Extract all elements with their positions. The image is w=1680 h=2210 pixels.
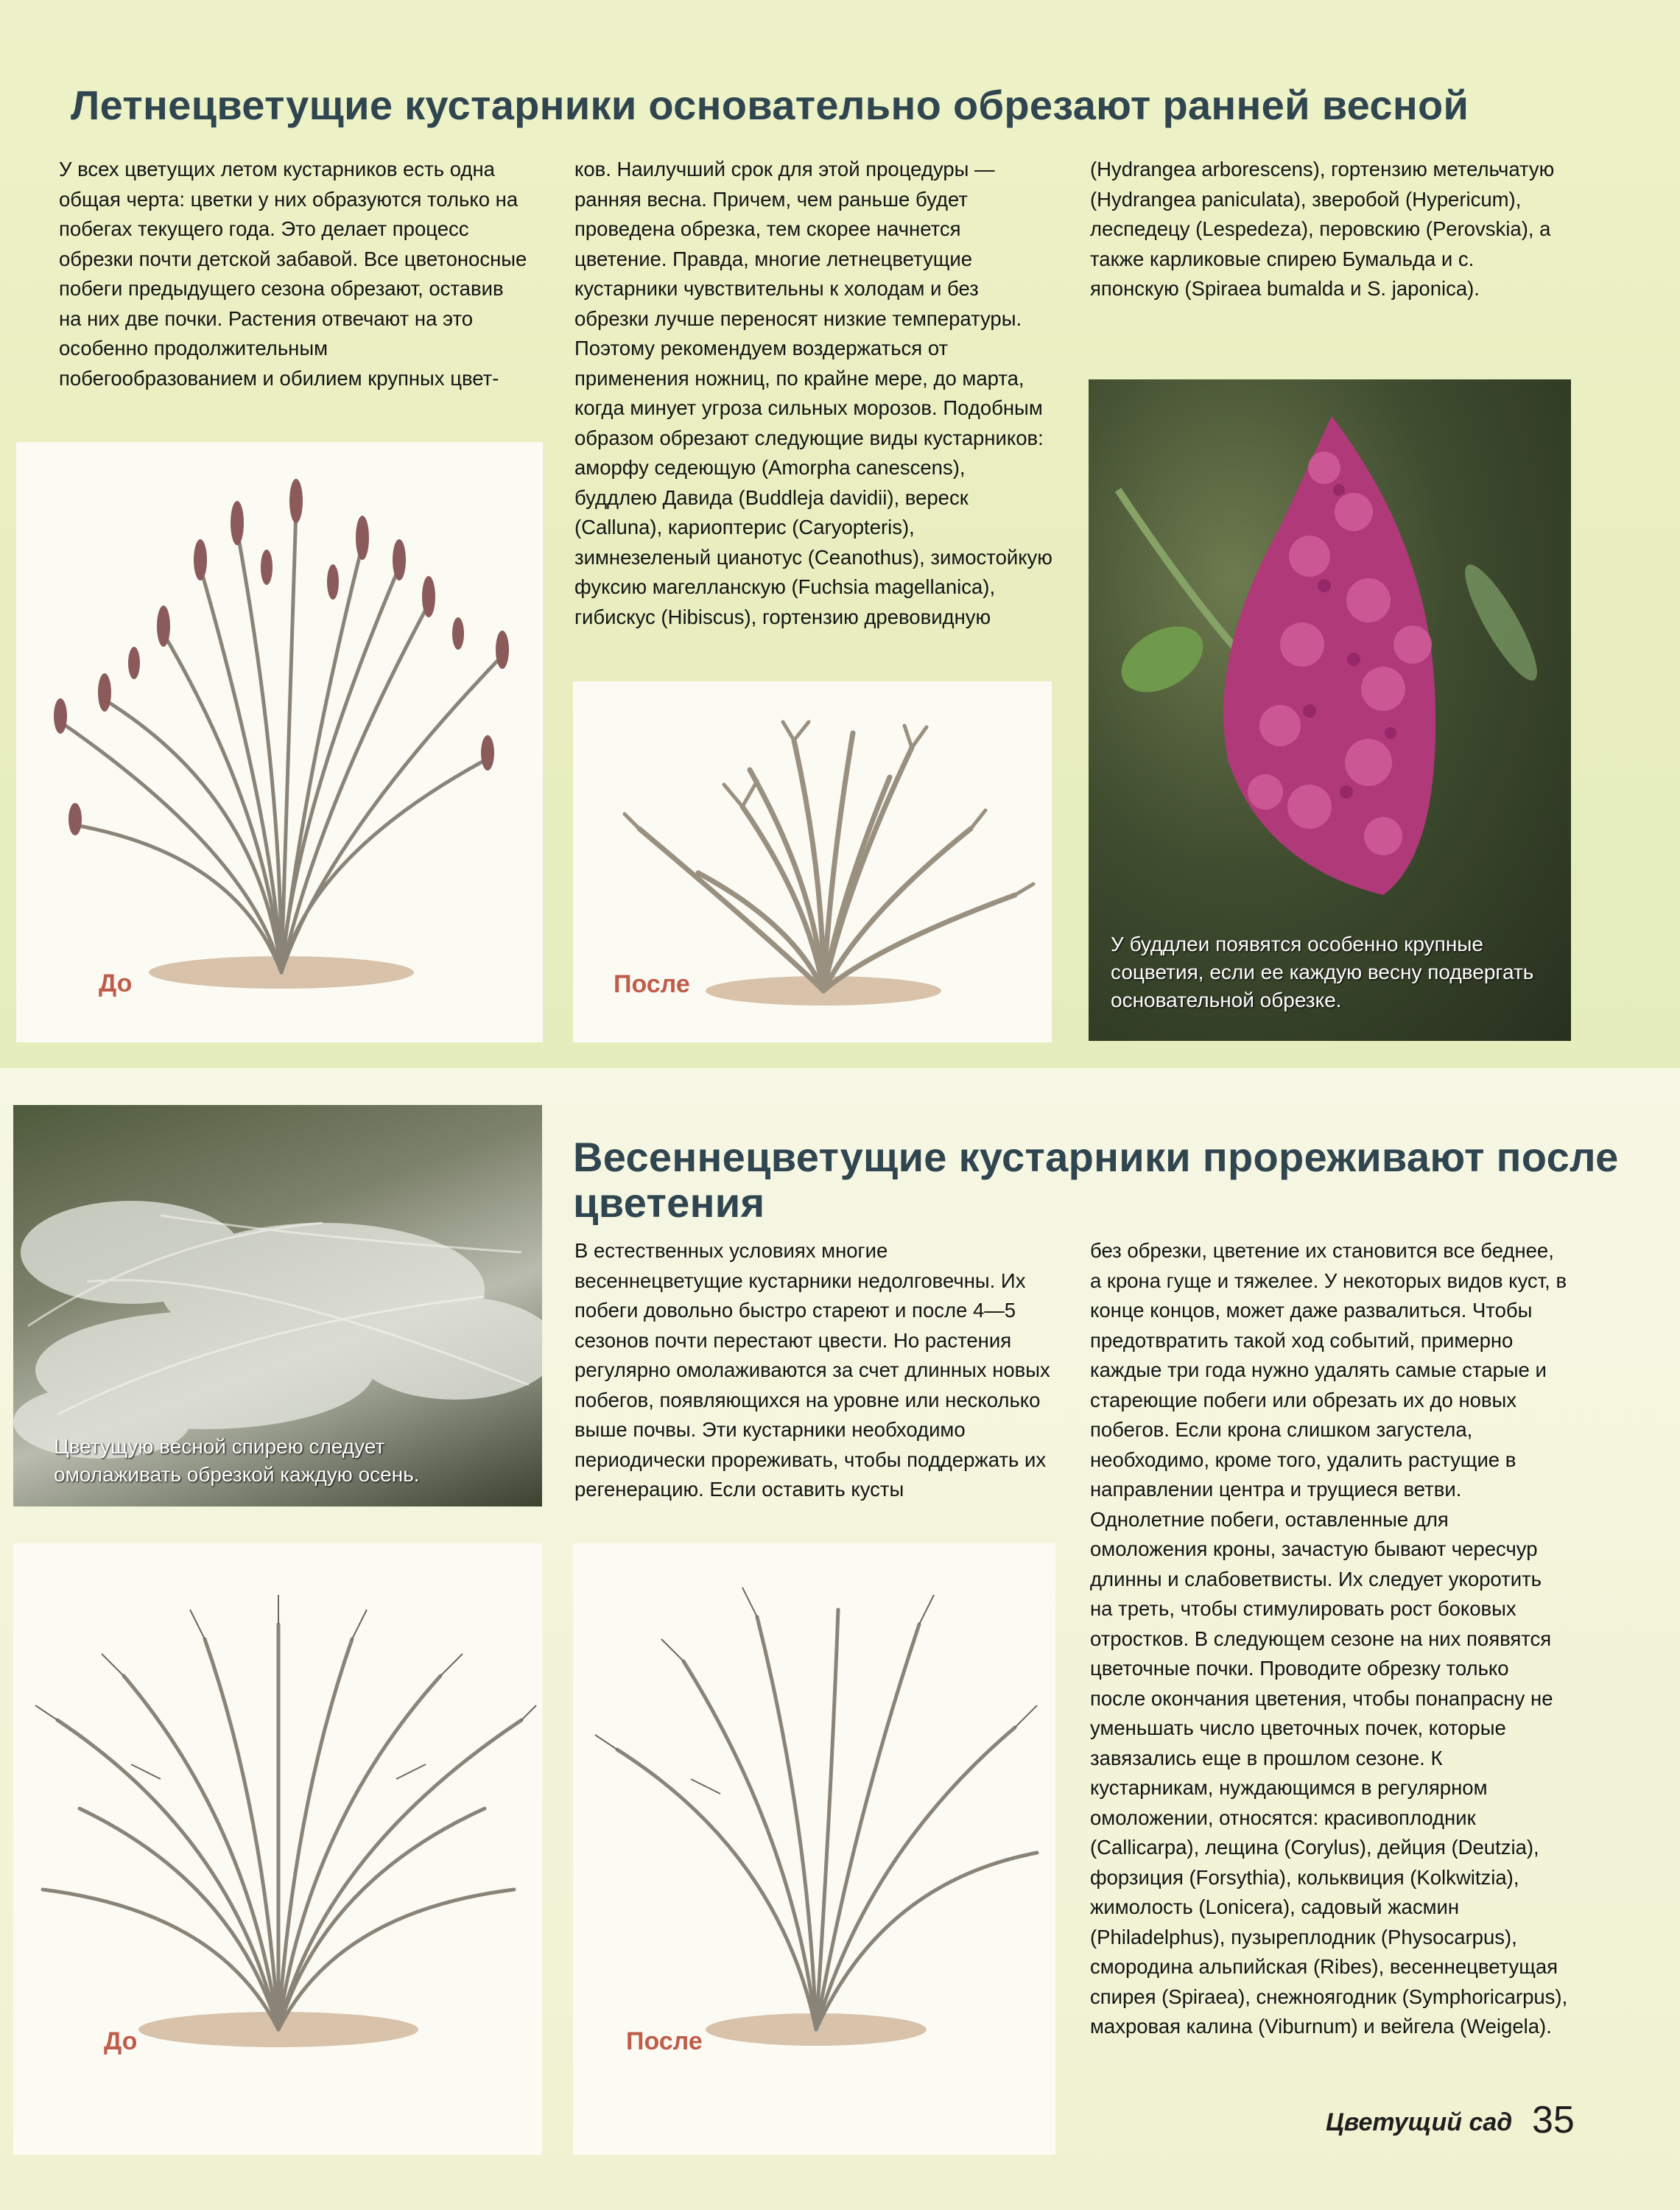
shrub-before-illustration — [16, 442, 543, 1042]
summer-after-illustration-panel — [573, 681, 1052, 1042]
spring-text-column-2 — [1090, 1236, 1569, 2042]
spring-section-title: Весеннецветущие кустарники прореживают после цветения — [573, 1134, 1619, 1226]
magazine-name: Цветущий сад — [1326, 2108, 1513, 2136]
summer-text-column-2 — [574, 155, 1053, 632]
summer-section-title: Летнецветущие кустарники основательно обрезают ранней весной — [71, 82, 1469, 128]
spring-paragraph-1: В естественных условиях многие весеннецветущие кустарники недолговечны. Их побеги довольно быстро стареют и после 4—5 сезонов почти перестают цвести. Но растения регулярно омолаживаются за счет длинных новых побегов, появляющихся на уровне или несколько выше почвы. Эти кустарники необходимо периодически прореживать, чтобы поддержать их регенерацию. Если оставить кусты — [574, 1239, 1050, 1501]
summer-after-label: После — [614, 970, 690, 998]
summer-before-label: До — [99, 969, 133, 997]
buddleja-photo — [1089, 379, 1571, 1041]
spring-before-illustration-panel — [13, 1543, 542, 2155]
spiraea-photo-caption: Цветущую весной спирею следует омолаживать обрезкой каждую осень. — [54, 1435, 420, 1486]
spring-paragraph-2: без обрезки, цветение их становится все беднее, а крона гуще и тяжелее. У некоторых видов куст, в конце концов, может даже развалиться. Чтобы предотвратить такой ход событий, примерно каждые три года нужно удалять самые старые и стареющие побеги или обрезать их до новых побегов. Если крона слишком загустела, необходимо, кроме того, удалить растущие в направлении центра и трущиеся ветви. Однолетние побеги, оставленные для омоложения кроны, зачастую бывают чересчур длинны и слабоветвисты. Их следует укоротить на треть, чтобы стимулировать рост боковых отростков. В следующем сезоне на них появятся цветочные почки. Проводите обрезку только после окончания цветения, чтобы понапрасну не уменьшать число цветочных почек, которые завязались еще в прошлом сезоне. К кустарникам, нуждающимся в регулярном омоложении, относятся: красивоплодник (Callicarpa), лещина (Corylus), дейция (Deutzia), форзиция (Forsythia), кольквиция (Kolkwitzia), жимолость (Lonicera), садовый жасмин (Philadelphus), пузыреплодник (Physocarpus), смородина альпийская (Ribes), весеннецветущая спирея (Spiraea), снежноягодник (Symphoricarpus), махровая калина (Viburnum) и вейгела (Weigela). — [1090, 1239, 1568, 2038]
summer-paragraph-2: ков. Наилучший срок для этой процедуры — ранняя весна. Причем, чем раньше будет проведена обрезка, тем скорее начнется цветение. Правда, многие летнецветущие кустарники чувствительны к холодам и без обрезки лучше переносят низкие температуры. Поэтому рекомендуем воздержаться от применения ножниц, по крайне мере, до марта, когда минует угроза сильных морозов. Подобным образом обрезают следующие виды кустарников: аморфу седеющую (Amorpha canescens), буддлею Давида (Buddleja davidii), вереск (Calluna), кариоптерис (Caryopteris), зимнезеленый цианотус (Ceanothus), зимостойкую фуксию магелланскую (Fuchsia magellanica), гибискус (Hibiscus), гортензию древовидную — [574, 158, 1052, 628]
spiraea-photo — [13, 1105, 542, 1506]
summer-text-column-1 — [59, 155, 530, 393]
summer-paragraph-1: У всех цветущих летом кустарников есть одна общая черта: цветки у них образуются только на побегах текущего года. Это делает процесс обрезки почти детской забавой. Все цветоносные побеги предыдущего сезона обрезают, оставив на них две почки. Растения отвечают на это особенно продолжительным побегообразованием и обилием крупных цвет- — [59, 158, 527, 390]
summer-paragraph-3: (Hydrangea arborescens), гортензию метельчатую (Hydrangea paniculata), зверобой (Hypericum), леспедецу (Lespedeza), перовскию (Perovskia), а также карликовые спирею Бумальда и с. японскую (Spiraea bumalda и S. japonica). — [1090, 158, 1555, 300]
buddleja-photo-caption: У буддлеи появятся особенно крупные соцветия, если ее каждую весну подвергать основательной обрезке. — [1111, 933, 1534, 1011]
page-number: 35 — [1532, 2099, 1575, 2141]
summer-text-column-3 — [1090, 155, 1561, 304]
spring-text-column-1 — [574, 1236, 1053, 1505]
shrub-before-illustration — [13, 1543, 542, 2155]
spring-before-label: До — [104, 2027, 138, 2055]
spring-after-illustration-panel — [573, 1543, 1055, 2155]
spring-after-label: После — [626, 2027, 703, 2055]
summer-before-illustration-panel — [16, 442, 543, 1042]
shrub-after-illustration — [573, 1543, 1055, 2155]
